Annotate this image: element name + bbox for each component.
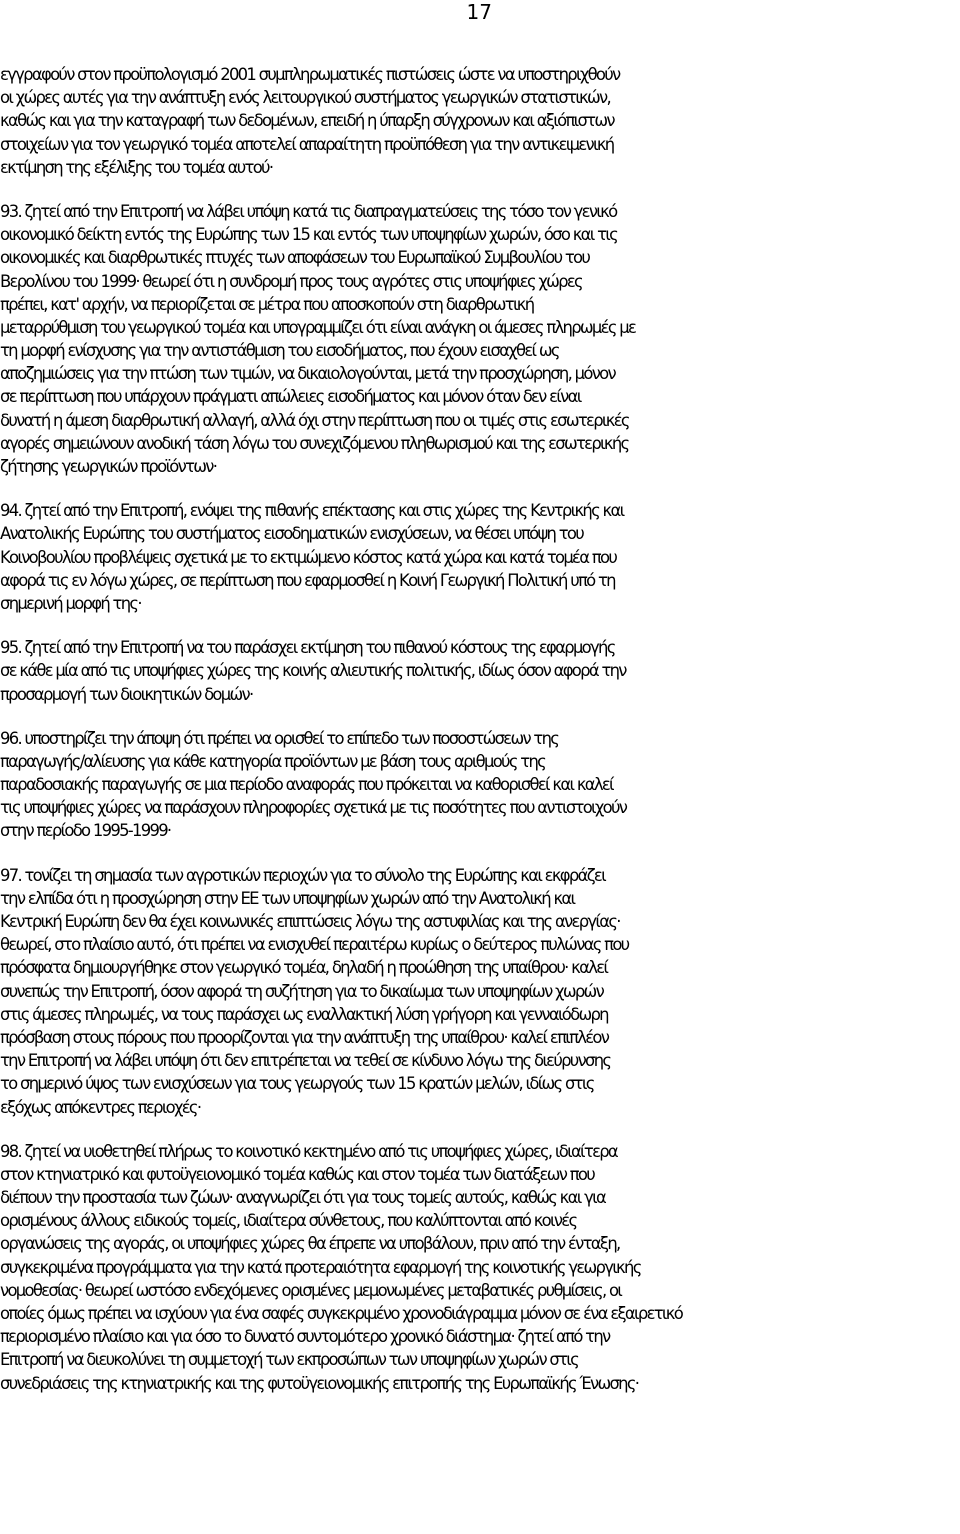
text-line: θεωρεί, στο πλαίσιο αυτό, ότι πρέπει να ενισχυθεί περαιτέρω κυρίως ο δεύτερος πυλώνας που [0, 935, 629, 955]
text-line: εγγραφούν στον προϋπολογισμό 2001 συμπληρωματικές πιστώσεις ώστε να υποστηριχθούν [0, 65, 620, 84]
text-line: Κεντρική Ευρώπη δεν θα έχει κοινωνικές επιπτώσεις λόγω της αστυφιλίας και της ανεργίας· [0, 912, 620, 931]
text-line: οργανώσεις της αγοράς, οι υποψήφιες χώρες θα έπρεπε να υποβάλουν, πριν από την ένταξη, [0, 1234, 620, 1254]
text-line: 94. ζητεί από την Επιτροπή, ενόψει της πιθανής επέκτασης και στις χώρες της Κεντρικής και [0, 501, 624, 521]
text-line: σημερινή μορφή της· [0, 593, 141, 613]
text-line: 96. υποστηρίζει την άποψη ότι πρέπει να ορισθεί το επίπεδο των ποσοστώσεων της [0, 728, 559, 748]
text-line: συνεδριάσεις της κτηνιατρικής και της φυτοϋγειονομικής επιτροπής της Ευρωπαϊκής Ένωσης· [0, 1373, 639, 1393]
text-line: παραγωγής/αλίευσης για κάθε κατηγορία προϊόντων με βάση τους αριθμούς της [0, 751, 546, 771]
text-line: σε περίπτωση που υπάρχουν πράγματι απώλειες εισοδήματος και μόνον όταν δεν είναι [0, 387, 581, 407]
text-line: οικονομικό δείκτη εντός της Ευρώπης των 15 και εντός των υποψηφίων χωρών, όσο και τις [0, 225, 618, 245]
text-line: συγκεκριμένα προγράμματα για την κατά προτεραιότητα εφαρμογή της κοινοτικής γεωργικής [0, 1257, 641, 1277]
text-line: αποζημιώσεις για την πτώση των τιμών, να δικαιολογούνται, μετά την προσχώρηση, μόνον [0, 364, 615, 384]
text-line: Βερολίνου του 1999· θεωρεί ότι η συνδρομή προς τους αγρότες στις υποψήφιες χώρες [0, 271, 582, 291]
text-line: εκτίμηση της εξέλιξης του τομέα αυτού· [0, 157, 273, 177]
text-line: συνεπώς την Επιτροπή, όσον αφορά τη συζήτηση για το δικαίωμα των υποψηφίων χωρών [0, 981, 604, 1001]
text-line: στον κτηνιατρικό και φυτοϋγειονομικό τομέα καθώς και στον τομέα των διατάξεων που [0, 1164, 594, 1184]
text-line: σε κάθε μία από τις υποψήφιες χώρες της κοινής αλιευτικής πολιτικής, ιδίως όσον αφορά την [0, 661, 626, 681]
text-line: αφορά τις εν λόγω χώρες, σε περίπτωση που εφαρμοσθεί η Κοινή Γεωργική Πολιτική υπό τη [0, 570, 615, 590]
text-line: πρόσφατα δημιουργήθηκε στον γεωργικό τομέα, δηλαδή η προώθηση της υπαίθρου· καλεί [0, 958, 608, 978]
text-line: ζήτησης γεωργικών προϊόντων· [0, 457, 217, 476]
text-line: στοιχείων για τον γεωργικό τομέα αποτελεί απαραίτητη προϋπόθεση για την αντικειμενική [0, 134, 614, 154]
text-line: 93. ζητεί από την Επιτροπή να λάβει υπόψη κατά τις διαπραγματεύσεις της τόσο τον γενικό [0, 201, 617, 221]
text-line: οικονομικές και διαρθρωτικές πτυχές των αποφάσεων του Ευρωπαϊκού Συμβουλίου του [0, 248, 590, 268]
text-line: την ελπίδα ότι η προσχώρηση στην ΕΕ των υποψηφίων χωρών από την Ανατολική και [0, 888, 575, 908]
text-line: δυνατή η άμεση διαρθρωτική αλλαγή, αλλά όχι στην περίπτωση που οι τιμές στις εσωτερικές [0, 410, 629, 430]
text-line: 98. ζητεί να υιοθετηθεί πλήρως το κοινοτικό κεκτημένο από τις υποψήφιες χώρες, ιδιαίτερα [0, 1141, 618, 1161]
text-line: Επιτροπή να διευκολύνει τη συμμετοχή των εκπροσώπων των υποψηφίων χωρών στις [0, 1350, 579, 1370]
text-line: οποίες όμως πρέπει να ισχύουν για ένα σαφές συγκεκριμένο χρονοδιάγραμμα μόνον σε ένα εξαιρετικό [0, 1304, 683, 1323]
text-line: στην περίοδο 1995-1999· [0, 821, 171, 841]
text-line: την Επιτροπή να λάβει υπόψη ότι δεν επιτρέπεται να τεθεί σε κίνδυνο λόγω της διεύρυνσης [0, 1051, 611, 1071]
text-line: τις υποψήφιες χώρες να παράσχουν πληροφορίες σχετικά με τις ποσότητες που αντιστοιχούν [0, 798, 627, 818]
text-line: 95. ζητεί από την Επιτροπή να του παράσχει εκτίμηση του πιθανού κόστους της εφαρμογής [0, 638, 615, 658]
text-line: παραδοσιακής παραγωγής σε μια περίοδο αναφοράς που πρόκειται να καθορισθεί και καλεί [0, 775, 613, 795]
text-line: εξόχως απόκεντρες περιοχές· [0, 1097, 201, 1117]
text-line: μεταρρύθμιση του γεωργικού τομέα και υπογραμμίζει ότι είναι ανάγκη οι άμεσες πληρωμές με [0, 317, 636, 337]
paragraph-96 [0, 727, 960, 843]
text-line: το σημερινό ύψος των ενισχύσεων για τους γεωργούς των 15 κρατών μελών, ιδίως στις [0, 1074, 594, 1094]
text-line: πρέπει, κατ' αρχήν, να περιορίζεται σε μέτρα που αποσκοπούν στη διαρθρωτική [0, 294, 534, 314]
text-line: τη μορφή ενίσχυσης για την αντιστάθμιση του εισοδήματος, που έχουν εισαχθεί ως [0, 341, 559, 361]
text-line: πρόσβαση στους πόρους που προορίζονται για την ανάπτυξη της υπαίθρου· καλεί επιπλέον [0, 1027, 609, 1047]
text-line: οι χώρες αυτές για την ανάπτυξη ενός λειτουργικού συστήματος γεωργικών στατιστικών, [0, 88, 611, 108]
text-line: 97. τονίζει τη σημασία των αγροτικών περιοχών για το σύνολο της Ευρώπης και εκφράζει [0, 865, 605, 885]
text-line: νομοθεσίας· θεωρεί ωστόσο ενδεχόμενες ορισμένες μεμονωμένες μεταβατικές ρυθμίσεις, οι [0, 1280, 622, 1300]
paragraph-95 [0, 636, 960, 706]
paragraph-94 [0, 499, 960, 615]
paragraph-98 [0, 1140, 960, 1395]
paragraph-intro-continuation [0, 63, 960, 179]
text-line: προσαρμογή των διοικητικών δομών· [0, 684, 253, 704]
paragraph-93 [0, 200, 960, 478]
text-line: καθώς και για την καταγραφή των δεδομένων, επειδή η ύπαρξη σύγχρονων και αξιόπιστων [0, 111, 614, 131]
text-line: περιορισμένο πλαίσιο και για όσο το δυνατό συντομότερο χρονικό διάστημα· ζητεί από την [0, 1327, 610, 1347]
text-line: ορισμένους άλλους ειδικούς τομείς, ιδιαίτερα σύνθετους, που καλύπτονται από κοινές [0, 1211, 577, 1231]
text-line: αγορές σημειώνουν ανοδική τάση λόγω του συνεχιζόμενου πληθωρισμού και της εσωτερικής [0, 433, 629, 453]
text-line: στις άμεσες πληρωμές, να τους παράσχει ως εναλλακτική λύση γρήγορη και γενναιόδωρη [0, 1004, 608, 1024]
document-body [0, 63, 960, 1395]
paragraph-97 [0, 864, 960, 1119]
text-line: διέπουν την προστασία των ζώων· αναγνωρίζει ότι για τους τομείς αυτούς, καθώς και για [0, 1188, 606, 1208]
text-line: Ανατολικής Ευρώπης του συστήματος εισοδηματικών ενισχύσεων, να θέσει υπόψη του [0, 524, 584, 544]
page-number: 17 [466, 0, 492, 24]
text-line: Κοινοβουλίου προβλέψεις σχετικά με το εκτιμώμενο κόστος κατά χώρα και κατά τομέα που [0, 547, 617, 567]
